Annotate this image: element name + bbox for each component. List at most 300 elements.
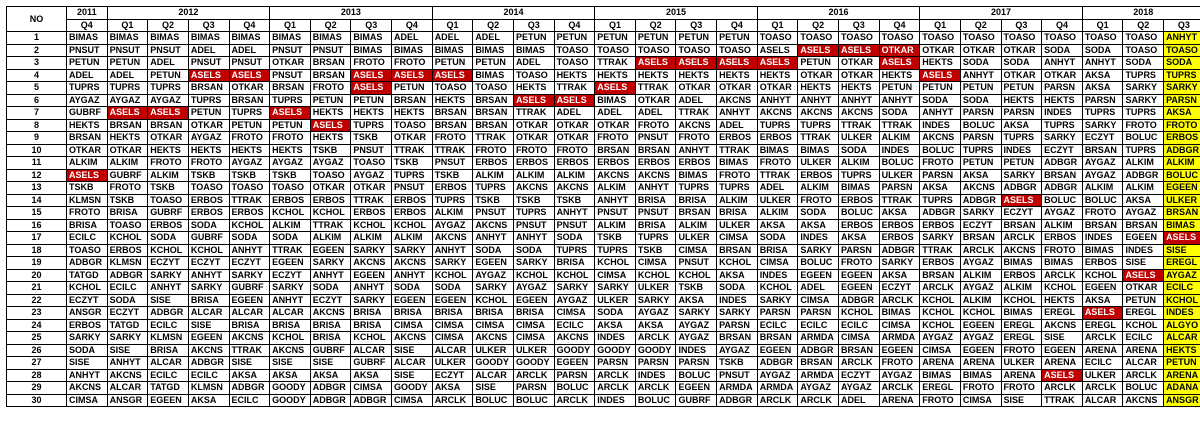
ticker-cell: TOASO (473, 82, 514, 95)
ticker-cell: ERBOS (554, 157, 595, 170)
ticker-cell: ALKIM (392, 232, 433, 245)
ticker-cell: CIMSA (879, 319, 920, 332)
ticker-cell: AKSA (229, 369, 270, 382)
ticker-cell: BRISA (310, 332, 351, 345)
ticker-cell: TTRAK (473, 132, 514, 145)
ticker-cell: ULKER (1001, 357, 1042, 370)
table-row (7, 44, 1200, 57)
ticker-cell: BIMAS (1001, 307, 1042, 320)
ticker-cell: AYGAZ (513, 282, 554, 295)
ticker-cell: BIMAS (1042, 257, 1083, 270)
ticker-cell: TOASO (351, 157, 392, 170)
ticker-cell: BRISA (717, 207, 758, 220)
ticker-cell: ARCLK (635, 382, 676, 395)
ticker-cell: TTRAK (879, 119, 920, 132)
ticker-cell: FROTO (473, 144, 514, 157)
ticker-cell: ASELS (676, 57, 717, 70)
ticker-cell: ULKER (798, 157, 839, 170)
ticker-cell: ADEL (107, 69, 148, 82)
ticker-cell: ARCLK (757, 394, 798, 407)
ticker-cell: BRSAN (392, 94, 433, 107)
table-row (7, 344, 1200, 357)
ticker-cell: FROTO (188, 157, 229, 170)
ticker-cell: ECILC (554, 319, 595, 332)
ticker-cell: BOLUC (960, 119, 1001, 132)
ticker-cell: TTRAK (717, 144, 758, 157)
ticker-cell: ASELS (1082, 307, 1123, 320)
ticker-cell: KCHOL (1164, 294, 1200, 307)
ticker-cell: ADEL (839, 394, 880, 407)
ticker-cell: BIMAS (188, 32, 229, 45)
ticker-cell: CIMSA (920, 344, 961, 357)
ticker-cell: BRISA (432, 307, 473, 320)
row-number: 29 (7, 382, 67, 395)
ticker-cell: ANHYT (392, 269, 433, 282)
ticker-cell: KCHOL (148, 244, 189, 257)
ticker-cell: HEKTS (513, 82, 554, 95)
ticker-cell: SODA (839, 144, 880, 157)
ticker-cell: AYGAZ (67, 94, 108, 107)
ticker-cell: SARKY (1123, 94, 1164, 107)
table-row (7, 107, 1200, 120)
ticker-cell: BOLUC (513, 394, 554, 407)
ticker-cell: ALKIM (310, 232, 351, 245)
ticker-cell: BOLUC (879, 157, 920, 170)
ticker-cell: ECZYT (879, 282, 920, 295)
ticker-cell: CIMSA (595, 269, 636, 282)
row-number: 11 (7, 157, 67, 170)
ticker-cell: SARKY (1164, 82, 1200, 95)
ticker-cell: ALKIM (1082, 182, 1123, 195)
ticker-cell: AKSA (879, 207, 920, 220)
ticker-cell: SODA (798, 207, 839, 220)
ticker-cell: SISE (1001, 394, 1042, 407)
quarter-header: Q4 (879, 19, 920, 32)
ticker-cell: TSKB (676, 282, 717, 295)
ticker-cell: ERBOS (270, 194, 311, 207)
quarter-header: Q2 (635, 19, 676, 32)
ticker-cell: BIMAS (229, 32, 270, 45)
ticker-cell: GUBRF (107, 169, 148, 182)
ticker-cell: OTKAR (839, 57, 880, 70)
ticker-cell: PARSN (960, 107, 1001, 120)
ticker-cell: AKCNS (473, 332, 514, 345)
ticker-cell: AYGAZ (676, 332, 717, 345)
ticker-cell: CIMSA (351, 382, 392, 395)
ticker-cell: SARKY (595, 282, 636, 295)
ticker-cell: CIMSA (757, 257, 798, 270)
ticker-cell: TOASO (554, 57, 595, 70)
ticker-cell: GOODY (270, 382, 311, 395)
ticker-cell: ECILC (148, 319, 189, 332)
ticker-cell: ERBOS (839, 194, 880, 207)
ticker-cell: ANHYT (757, 94, 798, 107)
ticker-cell: BRSAN (757, 332, 798, 345)
quarter-header: Q1 (107, 19, 148, 32)
ticker-cell: PNSUT (270, 44, 311, 57)
ticker-cell: AKCNS (67, 382, 108, 395)
ticker-cell: AYGAZ (717, 344, 758, 357)
ticker-cell: HEKTS (676, 69, 717, 82)
ticker-cell: AKSA (1082, 82, 1123, 95)
ticker-cell: OTKAR (229, 82, 270, 95)
ticker-cell: ECZYT (188, 257, 229, 270)
ticker-cell: KCHOL (717, 257, 758, 270)
ticker-cell: AKSA (839, 232, 880, 245)
ticker-cell: ARMDA (798, 369, 839, 382)
ticker-cell: BRISA (148, 344, 189, 357)
ticker-cell: BRSAN (148, 119, 189, 132)
ticker-cell: ECZYT (960, 219, 1001, 232)
ticker-cell: TUPRS (554, 244, 595, 257)
ticker-cell: ULKER (757, 194, 798, 207)
ticker-cell: BRSAN (676, 207, 717, 220)
ticker-cell: OTKAR (351, 182, 392, 195)
row-number: 13 (7, 182, 67, 195)
ticker-cell: SARKY (676, 307, 717, 320)
ticker-cell: BRISA (107, 207, 148, 220)
ticker-cell: BRSAN (270, 82, 311, 95)
ticker-cell: HEKTS (920, 57, 961, 70)
row-number: 27 (7, 357, 67, 370)
ticker-cell: BRSAN (595, 144, 636, 157)
ticker-cell: BOLUC (676, 369, 717, 382)
ticker-cell: BOLUC (1164, 169, 1200, 182)
ticker-cell: ECILC (229, 394, 270, 407)
ticker-cell: AKCNS (757, 107, 798, 120)
ticker-cell: BRSAN (1082, 144, 1123, 157)
ticker-cell: PETUN (717, 32, 758, 45)
ticker-cell: PARSN (798, 307, 839, 320)
ticker-cell: KCHOL (920, 319, 961, 332)
ticker-cell: BRSAN (960, 232, 1001, 245)
row-number: 9 (7, 132, 67, 145)
ticker-cell: ANHYT (554, 207, 595, 220)
ticker-cell: PARSN (960, 132, 1001, 145)
ticker-cell: SODA (229, 232, 270, 245)
ticker-cell: AKSA (1082, 294, 1123, 307)
ticker-cell: ALKIM (1123, 157, 1164, 170)
ticker-cell: AYGAZ (839, 382, 880, 395)
ticker-cell: SODA (148, 232, 189, 245)
ticker-cell: ASELS (351, 82, 392, 95)
ticker-cell: ADBGR (1123, 169, 1164, 182)
ticker-cell: AYGAZ (473, 269, 514, 282)
ticker-cell: CIMSA (717, 232, 758, 245)
ticker-cell: FROTO (920, 157, 961, 170)
ticker-cell: HEKTS (1001, 94, 1042, 107)
ticker-cell: INDES (1123, 244, 1164, 257)
ticker-cell: GUBRF (310, 344, 351, 357)
ticker-cell: BIMAS (473, 69, 514, 82)
ticker-cell: AKCNS (595, 169, 636, 182)
row-number: 21 (7, 282, 67, 295)
ticker-cell: ARCLK (1001, 232, 1042, 245)
table-row (7, 57, 1200, 70)
ticker-cell: AYGAZ (554, 294, 595, 307)
table-row (7, 144, 1200, 157)
row-number: 6 (7, 94, 67, 107)
ticker-cell: ARCLK (1082, 332, 1123, 345)
quarter-header: Q3 (513, 19, 554, 32)
ticker-cell: TOASO (635, 44, 676, 57)
ticker-cell: ECZYT (270, 269, 311, 282)
ticker-cell: FROTO (676, 132, 717, 145)
year-header: 2013 (270, 7, 433, 20)
ticker-cell: ADEL (757, 182, 798, 195)
ticker-cell: AYGAZ (229, 157, 270, 170)
row-number: 3 (7, 57, 67, 70)
ticker-cell: ERBOS (1082, 257, 1123, 270)
quarter-header: Q3 (1001, 19, 1042, 32)
ticker-cell: AKCNS (473, 219, 514, 232)
ticker-cell: SODA (513, 244, 554, 257)
row-number: 24 (7, 319, 67, 332)
ticker-cell: SARKY (229, 269, 270, 282)
ticker-cell: TTRAK (635, 82, 676, 95)
ticker-cell: HEKTS (635, 69, 676, 82)
ticker-cell: BOLUC (1123, 132, 1164, 145)
ticker-cell: TTRAK (920, 244, 961, 257)
ticker-cell: BIMAS (717, 157, 758, 170)
table-row (7, 132, 1200, 145)
ticker-cell: TUPRS (635, 232, 676, 245)
ticker-cell: ANHYT (148, 282, 189, 295)
ticker-cell: ARCLK (1123, 369, 1164, 382)
ticker-cell: KCHOL (1123, 319, 1164, 332)
ticker-cell: PETUN (392, 82, 433, 95)
ticker-cell: HEKTS (554, 69, 595, 82)
ticker-cell: TSKB (635, 244, 676, 257)
ticker-cell: BRISA (635, 194, 676, 207)
ticker-cell: ADANA (1164, 382, 1200, 395)
ticker-cell: SODA (1042, 44, 1083, 57)
ticker-cell: ERBOS (513, 157, 554, 170)
ticker-cell: ECILC (67, 232, 108, 245)
ticker-cell: ADBGR (351, 394, 392, 407)
ticker-cell: ASELS (717, 57, 758, 70)
row-number: 22 (7, 294, 67, 307)
ticker-cell: PARSN (717, 319, 758, 332)
ticker-cell: ARMDA (798, 332, 839, 345)
ticker-cell: BIMAS (839, 182, 880, 195)
ticker-cell: FROTO (310, 82, 351, 95)
ticker-cell: ULKER (717, 219, 758, 232)
ticker-cell: BIMAS (1164, 219, 1200, 232)
ticker-cell: SARKY (107, 332, 148, 345)
ticker-cell: OTKAR (270, 57, 311, 70)
ticker-cell: ADEL (392, 32, 433, 45)
ticker-cell: SARKY (513, 257, 554, 270)
ticker-cell: ADBGR (1164, 144, 1200, 157)
ticker-cell: AKSA (717, 269, 758, 282)
ticker-cell: ALKIM (839, 157, 880, 170)
ticker-cell: KCHOL (432, 269, 473, 282)
ticker-cell: SISE (392, 344, 433, 357)
ticker-cell: ERBOS (351, 207, 392, 220)
ticker-cell: ERBOS (879, 232, 920, 245)
ticker-cell: PNSUT (67, 44, 108, 57)
table-row (7, 244, 1200, 257)
ticker-cell: TOASO (920, 32, 961, 45)
ticker-cell: TOASO (392, 119, 433, 132)
ticker-cell: BIMAS (920, 369, 961, 382)
ticker-cell: ADBGR (310, 382, 351, 395)
ticker-cell: TTRAK (432, 144, 473, 157)
ticker-cell: ECZYT (107, 307, 148, 320)
ticker-cell: AKCNS (1123, 394, 1164, 407)
ticker-cell: TTRAK (595, 57, 636, 70)
ticker-cell: EGEEN (554, 357, 595, 370)
quarter-header: Q1 (757, 19, 798, 32)
ticker-cell: HEKTS (351, 107, 392, 120)
ticker-cell: ARCLK (595, 369, 636, 382)
ticker-cell: TOASO (229, 182, 270, 195)
table-row (7, 194, 1200, 207)
ticker-cell: PETUN (798, 57, 839, 70)
ticker-cell: CIMSA (554, 307, 595, 320)
ticker-cell: TSKB (392, 157, 433, 170)
ticker-cell: AYGAZ (1082, 169, 1123, 182)
quarter-header: Q3 (351, 19, 392, 32)
ticker-cell: SARKY (148, 269, 189, 282)
ticker-cell: CIMSA (635, 257, 676, 270)
table-row (7, 182, 1200, 195)
ticker-cell: TSKB (595, 232, 636, 245)
ticker-cell: TUPRS (1123, 69, 1164, 82)
quarter-header: Q3 (676, 19, 717, 32)
ticker-cell: ADBGR (879, 244, 920, 257)
quarter-header: Q1 (432, 19, 473, 32)
ticker-cell: PARSN (635, 357, 676, 370)
ticker-cell: BRSAN (107, 119, 148, 132)
ticker-cell: ADEL (717, 119, 758, 132)
row-number: 30 (7, 394, 67, 407)
ticker-cell: BOLUC (1042, 194, 1083, 207)
ticker-cell: ARCLK (1082, 382, 1123, 395)
ticker-cell: ASELS (310, 119, 351, 132)
ticker-cell: ADBGR (960, 194, 1001, 207)
ticker-cell: PNSUT (432, 157, 473, 170)
ticker-cell: HEKTS (432, 94, 473, 107)
row-number: 17 (7, 232, 67, 245)
ticker-cell: FROTO (1001, 344, 1042, 357)
ticker-cell: ASELS (920, 69, 961, 82)
ticker-cell: TSKB (351, 132, 392, 145)
ticker-cell: FROTO (920, 394, 961, 407)
ticker-cell: AKCNS (107, 369, 148, 382)
ticker-cell: BIMAS (432, 44, 473, 57)
ticker-cell: ERBOS (676, 157, 717, 170)
ticker-cell: TUPRS (188, 94, 229, 107)
row-number: 28 (7, 369, 67, 382)
ticker-cell: SODA (757, 232, 798, 245)
ticker-cell: SISE (67, 357, 108, 370)
ticker-cell: BRISA (188, 294, 229, 307)
ticker-cell: ARENA (1001, 369, 1042, 382)
ticker-cell: BRISA (351, 307, 392, 320)
ticker-cell: ADEL (595, 107, 636, 120)
ticker-cell: AKSA (757, 219, 798, 232)
ticker-cell: ERBOS (67, 319, 108, 332)
ticker-cell: ECILC (1123, 332, 1164, 345)
ticker-cell: AKCNS (270, 344, 311, 357)
ticker-cell: SARKY (67, 332, 108, 345)
ticker-cell: ERBOS (392, 194, 433, 207)
ticker-cell: ECZYT (1042, 144, 1083, 157)
ticker-cell: TOASO (148, 194, 189, 207)
ticker-cell: ERBOS (188, 207, 229, 220)
ticker-cell: ARCLK (960, 244, 1001, 257)
ticker-cell: FROTO (1164, 119, 1200, 132)
ticker-cell: HEKTS (310, 132, 351, 145)
ticker-cell: ANSGR (107, 394, 148, 407)
ticker-cell: ECILC (798, 319, 839, 332)
table-row (7, 82, 1200, 95)
ticker-cell: ULKER (676, 232, 717, 245)
ticker-cell: ADBGR (188, 357, 229, 370)
ticker-cell: ADEL (513, 57, 554, 70)
ticker-cell: SODA (1082, 44, 1123, 57)
row-number: 12 (7, 169, 67, 182)
ticker-cell: TTRAK (270, 244, 311, 257)
ticker-cell: PNSUT (188, 57, 229, 70)
ticker-cell: BRSAN (310, 57, 351, 70)
ticker-cell: ANHYT (676, 144, 717, 157)
ticker-cell: CIMSA (839, 332, 880, 345)
ticker-cell: KCHOL (351, 332, 392, 345)
ticker-cell: AKSA (798, 219, 839, 232)
ticker-cell: TTRAK (757, 169, 798, 182)
ticker-cell: TUPRS (270, 94, 311, 107)
ticker-cell: TOASO (1123, 32, 1164, 45)
ticker-cell: ECZYT (432, 369, 473, 382)
ticker-cell: OTKAR (839, 69, 880, 82)
ticker-cell: KCHOL (270, 332, 311, 345)
ticker-cell: AKSA (920, 182, 961, 195)
ticker-cell: PNSUT (229, 57, 270, 70)
table-row (7, 357, 1200, 370)
ticker-cell: ARENA (960, 357, 1001, 370)
ticker-cell: AYGAZ (960, 257, 1001, 270)
ticker-cell: INDES (635, 369, 676, 382)
ticker-cell: ADBGR (310, 394, 351, 407)
ticker-cell: TOASO (1123, 44, 1164, 57)
ticker-cell: HEKTS (1164, 344, 1200, 357)
ticker-cell: AKCNS (310, 307, 351, 320)
ticker-cell: ARCLK (879, 294, 920, 307)
ticker-cell: EGEEN (432, 294, 473, 307)
ticker-cell: CIMSA (432, 332, 473, 345)
ticker-cell: ERBOS (1164, 132, 1200, 145)
ticker-cell: SARKY (798, 244, 839, 257)
ticker-cell: ULKER (839, 132, 880, 145)
ticker-cell: ADBGR (798, 344, 839, 357)
ticker-cell: ALCAR (107, 382, 148, 395)
ticker-cell: TTRAK (513, 107, 554, 120)
ticker-cell: SISE (270, 357, 311, 370)
ticker-cell: BIMAS (107, 32, 148, 45)
ticker-cell: SARKY (310, 257, 351, 270)
ticker-cell: TSKB (148, 182, 189, 195)
row-number: 26 (7, 344, 67, 357)
ticker-cell: BRISA (351, 319, 392, 332)
ticker-cell: ALKIM (513, 169, 554, 182)
ticker-cell: AKCNS (717, 94, 758, 107)
ticker-cell: FROTO (392, 57, 433, 70)
ticker-cell: BRSAN (1123, 219, 1164, 232)
table-row (7, 207, 1200, 220)
